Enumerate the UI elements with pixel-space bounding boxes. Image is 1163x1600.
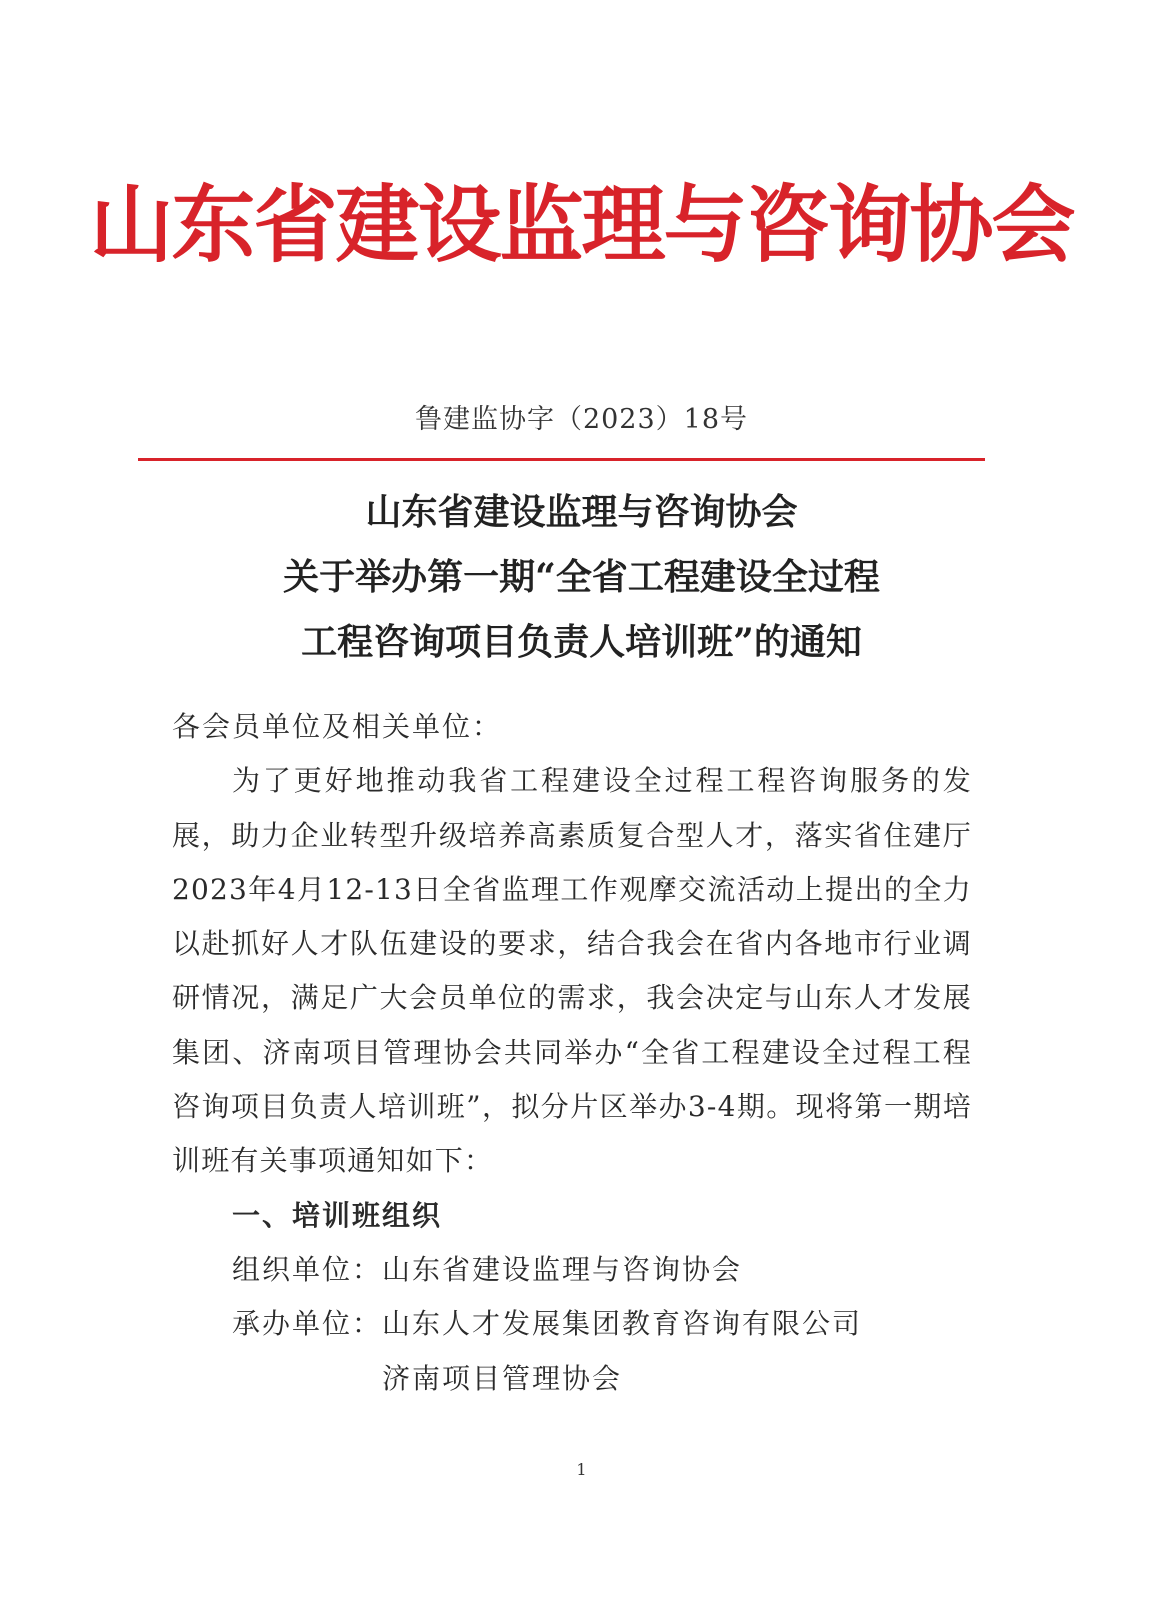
salutation: 各会员单位及相关单位：: [172, 710, 503, 743]
agency-masthead: 山东省建设监理与咨询协会: [89, 175, 1074, 274]
host-value-2: 济南项目管理协会: [382, 1361, 623, 1395]
organizer-value: 山东省建设监理与咨询协会: [382, 1252, 743, 1286]
host-label: 承办单位：: [232, 1307, 383, 1341]
organizer-label: 组织单位：: [232, 1252, 383, 1286]
host-line-continued: [172, 1352, 972, 1406]
notice-body: [172, 700, 972, 1406]
section-heading-organization: 一、培训班组织: [232, 1198, 443, 1232]
notice-title-line-3: 工程咨询项目负责人培训班”的通知: [301, 621, 862, 663]
page-number: 1: [576, 1460, 587, 1479]
intro-paragraph: 为了更好地推动我省工程建设全过程工程咨询服务的发展，助力企业转型升级培养高素质复合型人才，落实省住建厅2023年4月12-13日全省监理工作观摩交流活动上提出的全力以赴抓好人才队伍建设的要求，结合我会在省内各地市行业调研情况，满足广大会员单位的需求，我会决定与山东人才发展集团、济南项目管理协会共同举办“全省工程建设全过程工程咨询项目负责人培训班”，拟分片区举办3-4期。现将第一期培训班有关事项通知如下：: [172, 764, 972, 1178]
notice-title-line-2: 关于举办第一期“全省工程建设全过程: [283, 556, 880, 598]
notice-title-line-1: 山东省建设监理与咨询协会: [365, 491, 798, 533]
red-separator-rule: [138, 458, 985, 461]
host-value-1: 山东人才发展集团教育咨询有限公司: [382, 1307, 863, 1341]
document-number: 鲁建监协字（2023）18号: [414, 404, 749, 435]
host-line: [172, 1297, 972, 1351]
organizer-line: [172, 1243, 972, 1297]
